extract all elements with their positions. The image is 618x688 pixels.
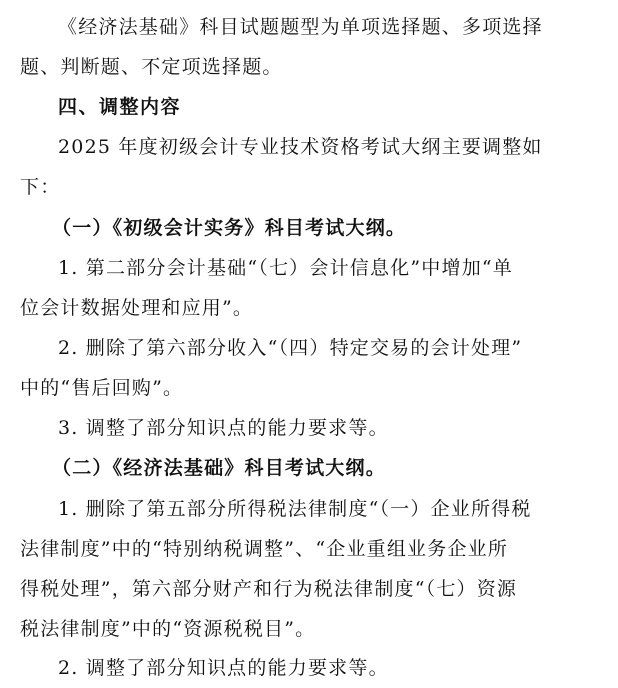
paragraph-line-4: 下： bbox=[20, 176, 61, 198]
paragraph-line-1: 《经济法基础》科目试题题型为单项选择题、多项选择 bbox=[58, 16, 543, 38]
list-item-line: 位会计数据处理和应用”。 bbox=[20, 297, 254, 319]
list-item-line: 3. 调整了部分知识点的能力要求等。 bbox=[58, 417, 389, 439]
subsection-heading-2: （二）《经济法基础》科目考试大纲。 bbox=[52, 457, 386, 479]
list-item-line: 法律制度”中的“特别纳税调整”、“企业重组业务企业所 bbox=[20, 538, 509, 560]
list-item-line: 1. 删除了第五部分所得税法律制度“（一）企业所得税 bbox=[58, 498, 532, 520]
list-item-line: 中的“售后回购”。 bbox=[20, 377, 184, 399]
subsection-heading-1: （一）《初级会计实务》科目考试大纲。 bbox=[52, 217, 407, 239]
list-item-line: 1. 第二部分会计基础“（七）会计信息化”中增加“单 bbox=[58, 257, 514, 279]
list-item-line: 得税处理”，第六部分财产和行为税法律制度“（七）资源 bbox=[20, 578, 518, 600]
list-item-line: 2. 删除了第六部分收入“（四）特定交易的会计处理” bbox=[58, 337, 523, 359]
list-item-line: 税法律制度”中的“资源税税目”。 bbox=[20, 618, 316, 640]
paragraph-line-3: 2025 年度初级会计专业技术资格考试大纲主要调整如 bbox=[58, 136, 543, 158]
list-item-line: 2. 调整了部分知识点的能力要求等。 bbox=[58, 657, 389, 679]
paragraph-line-2: 题、判断题、不定项选择题。 bbox=[20, 56, 283, 78]
section-heading: 四、调整内容 bbox=[58, 96, 182, 118]
